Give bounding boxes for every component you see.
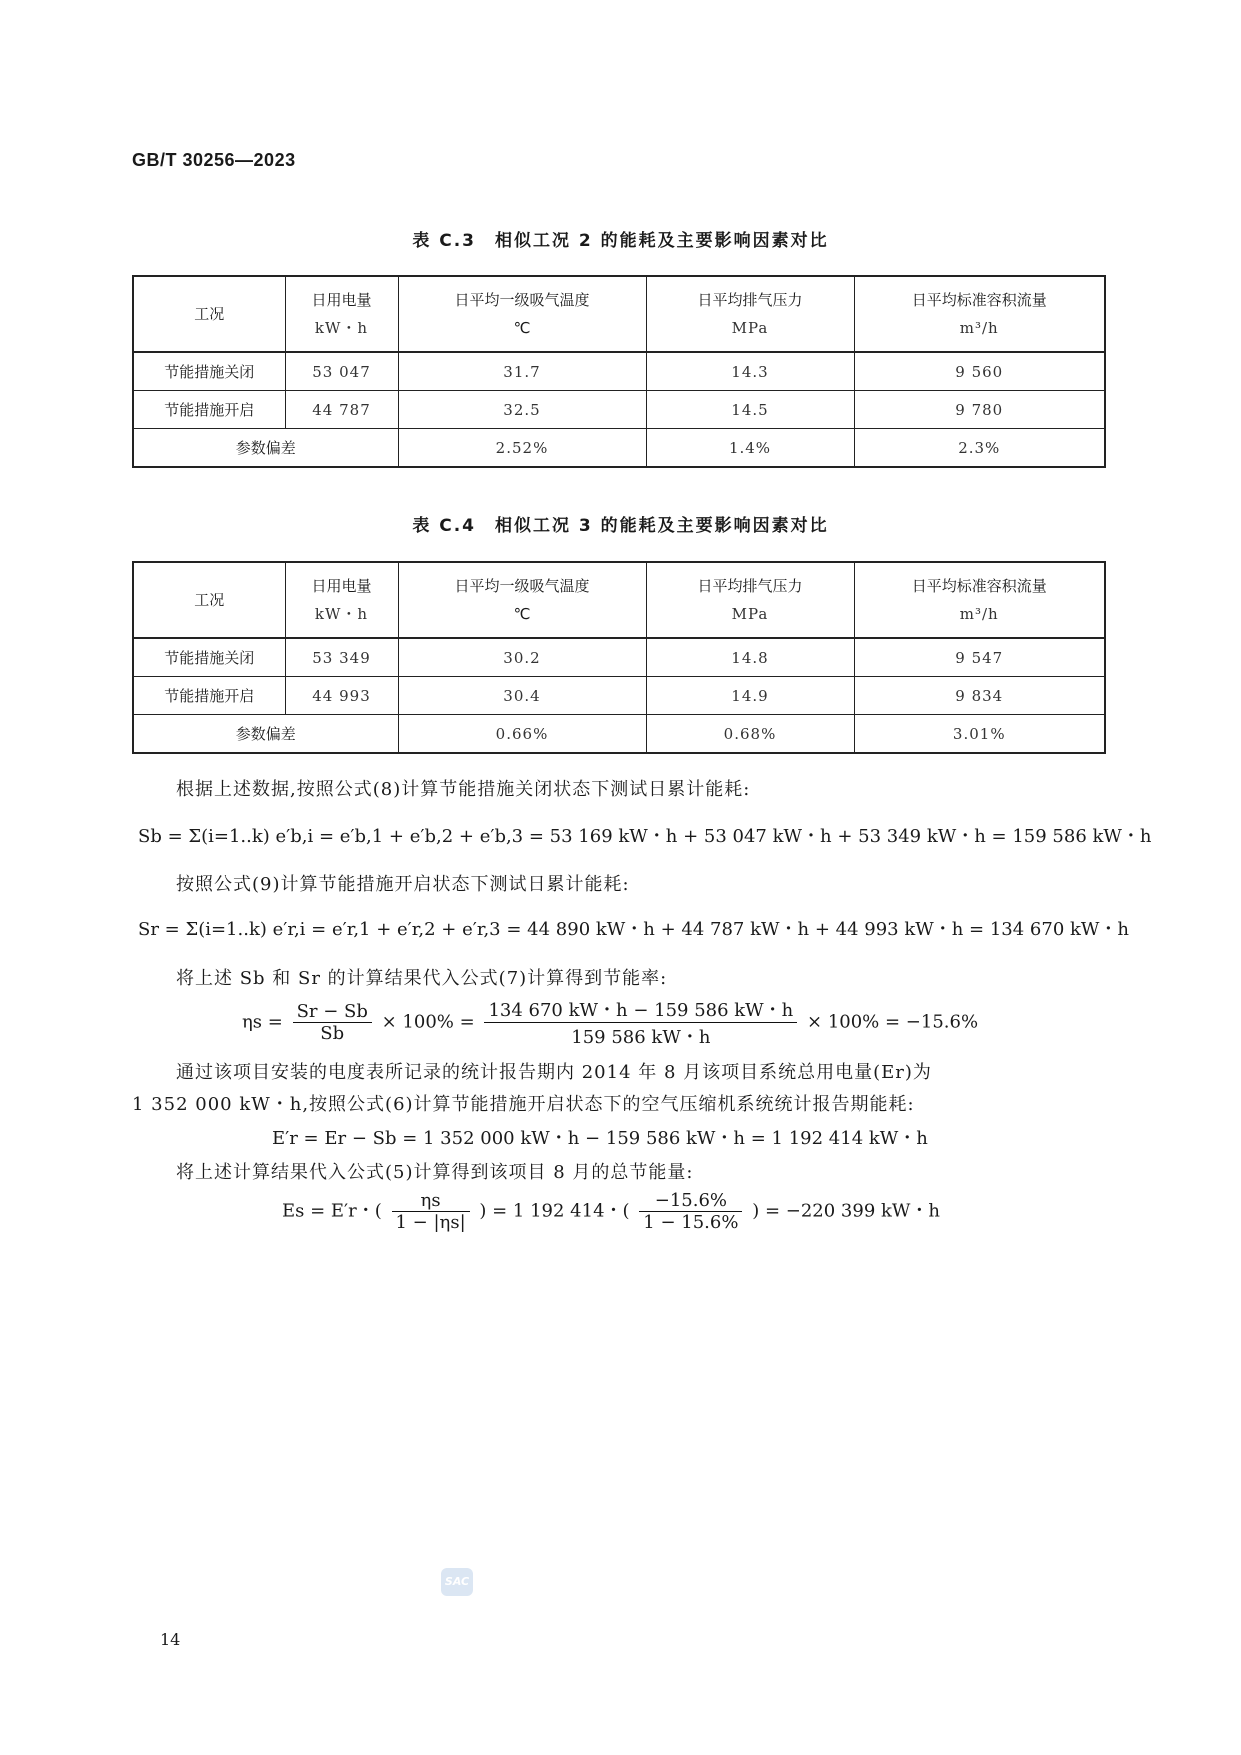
fraction-numerator: −15.6%: [639, 1190, 742, 1212]
table-cell: 3.01%: [854, 715, 1105, 754]
formula-text: ) = 1 192 414・(: [479, 1200, 630, 1222]
fraction: [639, 1190, 742, 1233]
table-cell: 44 787: [285, 391, 398, 429]
table-cell: 节能措施开启: [133, 391, 285, 429]
table-cell: 14.3: [646, 352, 854, 391]
header-cell: 日平均一级吸气温度 ℃: [398, 276, 646, 352]
table-cell: 14.5: [646, 391, 854, 429]
table-cell: 0.66%: [398, 715, 646, 754]
table-cell: 参数偏差: [133, 715, 398, 754]
table-cell: 9 560: [854, 352, 1105, 391]
header-cell: 日平均排气压力 MPa: [646, 562, 854, 638]
paragraph-4b: 1 352 000 kW・h,按照公式(6)计算节能措施开启状态下的空气压缩机系统统计报告期能耗:: [132, 1094, 915, 1115]
formula-eta: [242, 996, 978, 1049]
table-cell: 节能措施开启: [133, 677, 285, 715]
header-cell: 日平均一级吸气温度 ℃: [398, 562, 646, 638]
fraction: [293, 1001, 372, 1044]
sac-watermark-logo: SAC: [441, 1568, 473, 1596]
header-cell: 日用电量 kW・h: [285, 562, 398, 638]
formula-text: ηs =: [242, 1011, 283, 1033]
table-c3: [132, 275, 1106, 468]
table-cell: 参数偏差: [133, 429, 398, 468]
page-number: 14: [160, 1630, 181, 1649]
table-row: [133, 677, 1105, 715]
paragraph-1: 根据上述数据,按照公式(8)计算节能措施关闭状态下测试日累计能耗:: [176, 779, 751, 800]
fraction-denominator: Sb: [320, 1023, 345, 1044]
table-cell: 14.9: [646, 677, 854, 715]
table-cell: 30.2: [398, 638, 646, 677]
fraction-numerator: Sr − Sb: [293, 1001, 372, 1023]
fraction-denominator: 1 − |ηs|: [395, 1212, 466, 1233]
table-cell: 30.4: [398, 677, 646, 715]
fraction: [392, 1190, 470, 1233]
table-c3-caption: 表 C.3 相似工况 2 的能耗及主要影响因素对比: [412, 231, 829, 251]
fraction-denominator: 159 586 kW・h: [571, 1027, 711, 1048]
table-cell: 节能措施关闭: [133, 352, 285, 391]
table-cell: 1.4%: [646, 429, 854, 468]
paragraph-2: 按照公式(9)计算节能措施开启状态下测试日累计能耗:: [176, 874, 630, 895]
formula-text: Es = E′r・(: [282, 1200, 382, 1222]
table-cell: 31.7: [398, 352, 646, 391]
table-cell: 节能措施关闭: [133, 638, 285, 677]
header-cell: 工况: [133, 276, 285, 352]
table-cell: 14.8: [646, 638, 854, 677]
formula-text: × 100% = −15.6%: [807, 1011, 979, 1033]
table-cell: 2.3%: [854, 429, 1105, 468]
table-row: [133, 638, 1105, 677]
table-cell: 53 047: [285, 352, 398, 391]
table-cell: 44 993: [285, 677, 398, 715]
paragraph-5: 将上述计算结果代入公式(5)计算得到该项目 8 月的总节能量:: [176, 1162, 694, 1183]
table-row: [133, 352, 1105, 391]
formula-text: ) = −220 399 kW・h: [752, 1200, 940, 1222]
formula-sb: Sb = Σ(i=1..k) e′b,i = e′b,1 + e′b,2 + e′b,3 = 53 169 kW・h + 53 047 kW・h + 53 349 kW・h = 159 586 kW・h: [138, 826, 1152, 847]
header-cell: 工况: [133, 562, 285, 638]
header-cell: 日平均标准容积流量 m³/h: [854, 276, 1105, 352]
fraction: [484, 996, 797, 1049]
table-header-row: [133, 276, 1105, 352]
formula-text: × 100% =: [381, 1011, 475, 1033]
table-cell: 0.68%: [646, 715, 854, 754]
paragraph-3: 将上述 Sb 和 Sr 的计算结果代入公式(7)计算得到节能率:: [176, 968, 668, 989]
table-cell: 9 547: [854, 638, 1105, 677]
table-header-row: [133, 562, 1105, 638]
header-cell: 日平均标准容积流量 m³/h: [854, 562, 1105, 638]
table-c4-caption: 表 C.4 相似工况 3 的能耗及主要影响因素对比: [412, 516, 829, 536]
formula-es: [282, 1190, 940, 1233]
formula-sr: Sr = Σ(i=1..k) e′r,i = e′r,1 + e′r,2 + e′r,3 = 44 890 kW・h + 44 787 kW・h + 44 993 kW・h = 134 670 kW・h: [138, 919, 1130, 940]
table-cell: 53 349: [285, 638, 398, 677]
table-row: [133, 391, 1105, 429]
fraction-numerator: ηs: [392, 1190, 470, 1212]
table-c4: [132, 561, 1106, 754]
table-cell: 9 780: [854, 391, 1105, 429]
document-id: GB/T 30256—2023: [132, 150, 296, 170]
paragraph-4a: 通过该项目安装的电度表所记录的统计报告期内 2014 年 8 月该项目系统总用电量(Er)为: [176, 1062, 932, 1083]
fraction-denominator: 1 − 15.6%: [643, 1212, 739, 1233]
table-cell: 2.52%: [398, 429, 646, 468]
table-cell: 32.5: [398, 391, 646, 429]
table-deviation-row: [133, 715, 1105, 754]
table-deviation-row: [133, 429, 1105, 468]
formula-er: E′r = Er − Sb = 1 352 000 kW・h − 159 586 kW・h = 1 192 414 kW・h: [272, 1128, 928, 1149]
header-cell: 日平均排气压力 MPa: [646, 276, 854, 352]
table-cell: 9 834: [854, 677, 1105, 715]
header-cell: 日用电量 kW・h: [285, 276, 398, 352]
fraction-numerator: 134 670 kW・h − 159 586 kW・h: [484, 996, 797, 1023]
